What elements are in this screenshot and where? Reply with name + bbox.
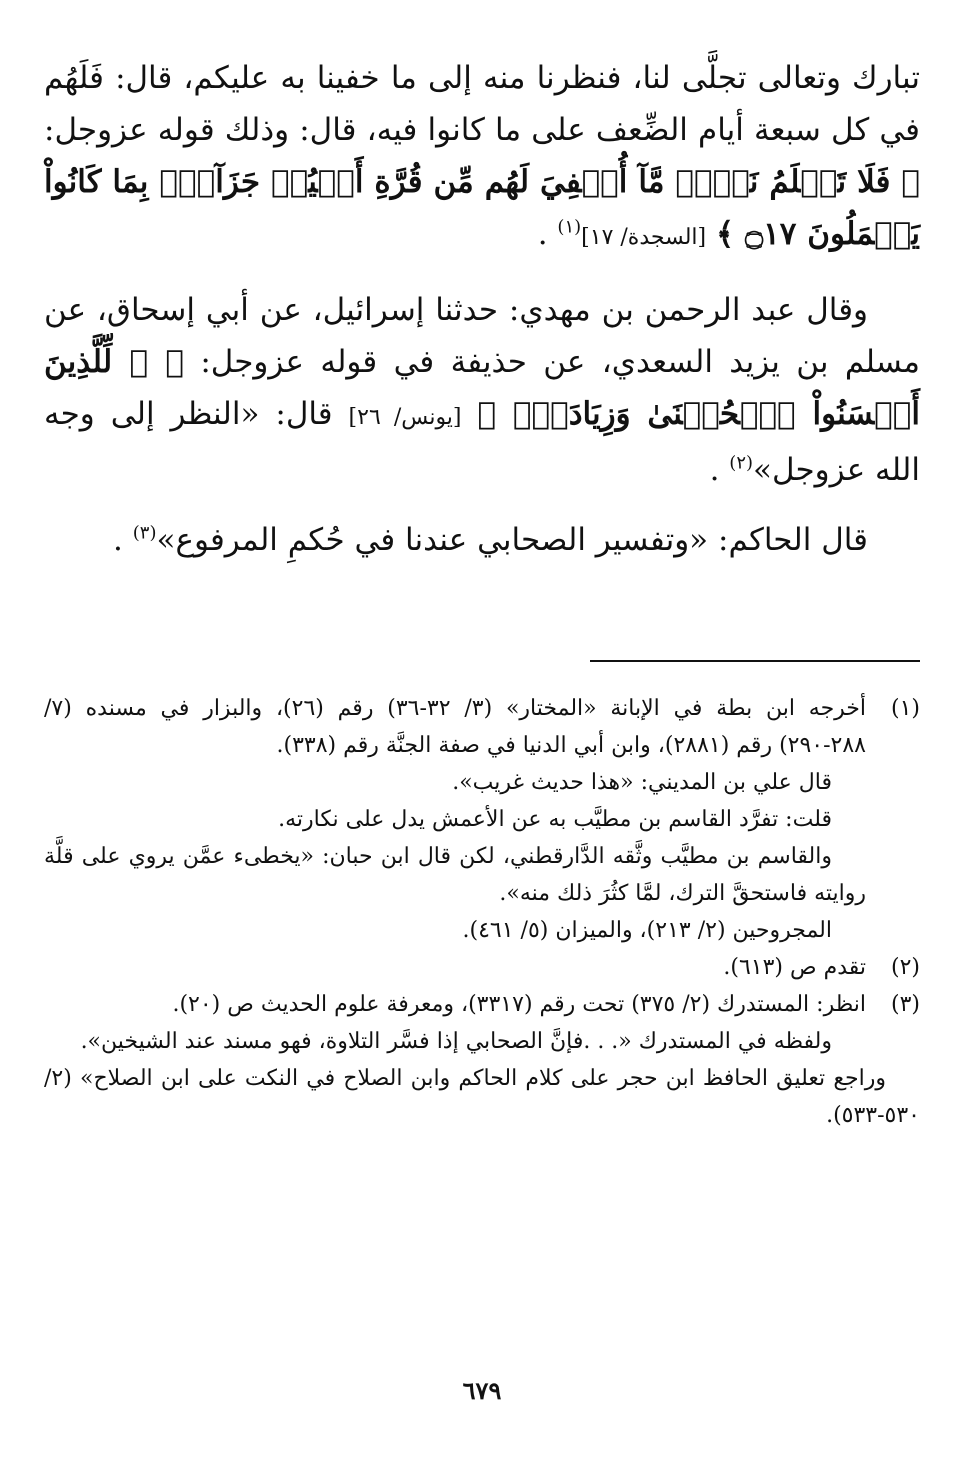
footnote-text: والقاسم بن مطيَّب وثَّقه الدَّارقطني، لكن قال ابن حبان: «يخطىء عمَّن يروي على قلَّة روايته فاستحقَّ الترك، لمَّا كثُرَ ذلك منه». [44,844,866,906]
paragraph-1-end: . [537,216,548,252]
paragraph-1 [44,52,920,264]
footnote-body [44,949,866,986]
footnote-2 [44,949,920,986]
page-number: ٦٧٩ [462,1376,502,1405]
footnote-number: (٣) [890,992,920,1017]
footnote-body [44,986,920,1134]
paragraph-3 [44,514,920,566]
footnote-text: قال علي بن المديني: «هذا حديث غريب». [452,770,832,795]
footnote-text: ولفظه في المستدرك «. . .فإنَّ الصحابي إذا فسَّر التلاوة، فهو مسند عند الشيخين». [80,1029,832,1054]
footnote-text: قلت: تفرَّد القاسم بن مطيَّب به عن الأعمش يدل على نكارته. [278,807,832,832]
paragraph-2-end: . [709,452,720,488]
footnotes [44,690,920,1134]
paragraph-2-quote: قال: «النظر إلى وجه الله عزوجل» [44,396,920,488]
footnote-text: أخرجه ابن بطة في الإبانة «المختار» (٣/ ٣٢-٣٦) رقم (٢٦)، والبزار في مسنده (٧/ ٢٨٨-٢٩٠) رقم (٢٨٨١)، وابن أبي الدنيا في صفة الجنَّة رقم (٣٣٨). [44,696,867,758]
footnote-number: (١) [890,696,920,721]
paragraph-3-text: قال الحاكم: «وتفسير الصحابي عندنا في حُكمِ المرفوع» [156,522,868,558]
paragraph-2-text: وقال عبد الرحمن بن مهدي: حدثنا إسرائيل، عن أبي إسحاق، عن مسلم بن يزيد السعدي، عن حذيفة في قوله عزوجل: [44,292,921,380]
main-text [44,52,920,566]
footnote-3 [44,986,920,1134]
footnote-text: انظر: المستدرك (٢/ ٣٧٥) تحت رقم (٣٣١٧)، ومعرفة علوم الحديث ص (٢٠). [172,992,866,1017]
footnote-separator [590,660,920,662]
paragraph-1-text: تبارك وتعالى تجلَّى لنا، فنظرنا منه إلى ما خفينا به عليكم، قال: فَلَهُم في كل سبعة أيام الضِّعف على ما كانوا فيه، قال: وذلك قوله عزوجل: [44,60,920,148]
footnote-1 [44,690,920,949]
footnote-text: تقدم ص (٦١٣). [723,955,866,980]
surah-reference-yunus: [يونس/ ٢٦] [348,405,462,430]
surah-reference-sajda: [السجدة/ ١٧] [581,225,707,250]
paragraph-2 [44,284,920,496]
footnote-marker-2: (٢) [729,452,754,474]
footnote-text: وراجع تعليق الحافظ ابن حجر على كلام الحاكم وابن الصلاح في النكت على ابن الصلاح» (٢/ ٥٣٠-٥٣٣). [44,1066,920,1128]
paragraph-3-end: . [113,522,123,558]
footnote-marker-3: (٣) [132,522,157,544]
quran-verse-sajda: ﴿ فَلَا تَعۡلَمُ نَفۡسٞ مَّآ أُخۡفِيَ لَهُم مِّن قُرَّةِ أَعۡيُنٖ جَزَآءَۢ بِمَا كَانُواْ يَعۡمَلُونَ ۝١٧ ﴾ [44,164,920,252]
quran-verse-yunus: ﴿ ۞ لِّلَّذِينَ أَحۡسَنُواْ ٱلۡحُسۡنَىٰ وَزِيَادَةٞۖ ﴾ [44,344,920,432]
footnote-body [44,690,866,949]
footnote-text: المجروحين (٢/ ٢١٣)، والميزان (٥/ ٤٦١). [462,918,832,943]
footnote-number: (٢) [890,955,920,980]
footnote-marker-1: (١) [557,216,582,238]
